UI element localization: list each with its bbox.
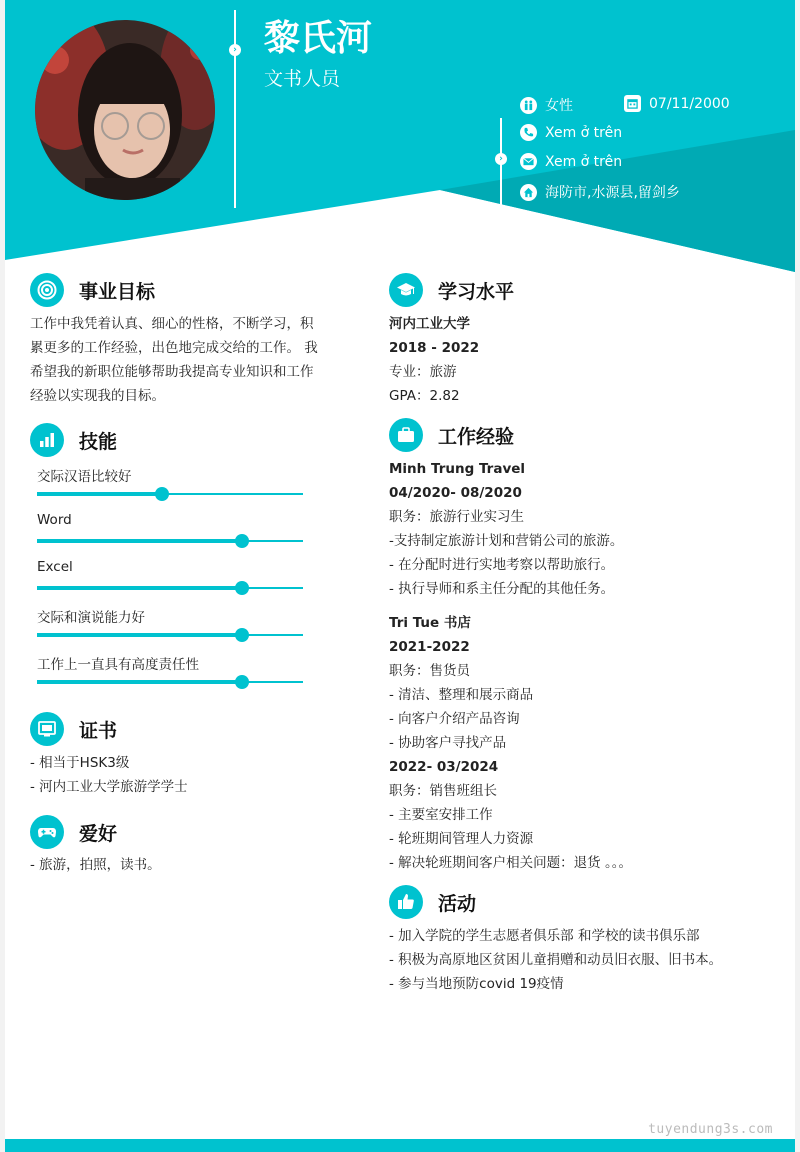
phone-icon [520,124,537,141]
address-value: 海防市,水源县,留剑乡 [545,185,680,201]
contact-phone [520,124,622,141]
chevron-right-icon: › [229,44,241,56]
job-duty: - 执行导师和系主任分配的其他任务。 [389,581,615,597]
job-duty: - 清洁、整理和展示商品 [389,687,534,703]
career-goal-text: 工作中我凭着认真、细心的性格，不断学习，积累更多的工作经验，出色地完成交给的工作。 我希望我的新职位能够帮助我提高专业知识和工作经验以实现我的目标。 [30,316,318,404]
certificate-icon [30,712,64,746]
career-goal-heading [30,273,155,307]
skill-name: 交际汉语比较好 [37,469,132,485]
job-period: 2022- 03/2024 [389,759,499,775]
job-role: 职务：销售班组长 [389,783,497,799]
skill-fill [37,633,242,637]
skills-heading [30,423,117,457]
job-duty: - 主要室安排工作 [389,807,493,823]
candidate-name: 黎氏河 [264,18,373,59]
birthday-value: 07/11/2000 [649,95,730,112]
skill-fill [37,492,162,496]
certificate-list [30,751,188,799]
skill-level-knob [235,675,249,689]
skill-name: Word [37,512,72,528]
job-role: 职务：售货员 [389,663,470,679]
target-icon [30,273,64,307]
chevron-right-icon: › [495,153,507,165]
hobbies-title: 爱好 [79,822,118,845]
calendar-icon [624,95,641,112]
experience-title: 工作经验 [438,425,515,448]
contact-address [520,182,680,202]
contact-email [520,153,622,170]
activity-item: - 积极为高原地区贫困儿童捐赠和动员旧衣服、旧书本。 [389,952,723,968]
skill-name: 工作上一直具有高度责任性 [37,657,199,673]
activity-item: - 参与当地预防covid 19疫情 [389,976,564,992]
header-divider [234,10,236,208]
envelope-icon [520,153,537,170]
thumbs-up-icon [389,885,423,919]
job-duty: - 轮班期间管理人力资源 [389,831,534,847]
certificate-item: - 河内工业大学旅游学学士 [30,779,188,795]
contact-birthday [624,95,730,112]
gamepad-icon [30,815,64,849]
career-goal-title: 事业目标 [79,280,156,303]
skill-item [37,512,303,559]
skill-item [37,606,303,653]
phone-value: Xem ở trên [545,124,623,141]
activities-title: 活动 [438,892,477,915]
skill-level-knob [155,487,169,501]
gender-icon [520,97,537,114]
skill-level-knob [235,534,249,548]
skill-fill [37,586,242,590]
gender-value: 女性 [545,98,573,114]
skill-name: Excel [37,559,73,575]
job-duty: -支持制定旅游计划和营销公司的旅游。 [389,533,624,549]
job-period: 2021-2022 [389,639,470,655]
activity-item: - 加入学院的学生志愿者俱乐部 和学校的读书俱乐部 [389,928,700,944]
bar-chart-icon [30,423,64,457]
job-duty: - 向客户介绍产品咨询 [389,711,520,727]
skills-title: 技能 [79,430,118,453]
school-name: 河内工业大学 [389,316,470,332]
job-duty: - 协助客户寻找产品 [389,735,507,751]
contact-gender [520,95,573,115]
hobbies-heading [30,815,117,849]
activities-heading [389,885,476,919]
skill-item [37,559,303,606]
page-edge-right [795,0,800,1152]
education-major: 专业：旅游 [389,364,457,380]
job-duty: - 在分配时进行实地考察以帮助旅行。 [389,557,615,573]
education-title: 学习水平 [438,280,515,303]
avatar [35,20,215,200]
certificates-title: 证书 [79,719,118,742]
skill-level-knob [235,581,249,595]
company-name: Tri Tue 书店 [389,615,471,631]
skill-name: 交际和演说能力好 [37,610,145,626]
certificate-item: - 相当于HSK3级 [30,755,130,771]
education-details [389,312,479,408]
job-role: 职务：旅游行业实习生 [389,509,524,525]
briefcase-icon [389,418,423,452]
experience-heading [389,418,514,452]
company-name: Minh Trung Travel [389,461,526,477]
job-period: 04/2020- 08/2020 [389,485,522,501]
home-icon [520,184,537,201]
email-value: Xem ở trên [545,153,623,170]
watermark: tuyendung3s.com [648,1122,773,1137]
education-gpa: GPA：2.82 [389,388,460,404]
certificates-heading [30,712,117,746]
skill-fill [37,680,242,684]
skill-level-knob [235,628,249,642]
hobbies-text [30,853,161,877]
experience-job-2 [389,611,632,875]
education-years: 2018 - 2022 [389,340,480,356]
skill-fill [37,539,242,543]
graduation-cap-icon [389,273,423,307]
hobby-item: - 旅游，拍照，读书。 [30,857,161,873]
job-duty: - 解决轮班期间客户相关问题：退货 。。。 [389,855,632,871]
experience-job-1 [389,457,623,601]
footer-bar [5,1139,795,1152]
education-heading [389,273,514,307]
job-title: 文书人员 [264,68,341,90]
skill-item [37,465,303,512]
skill-item [37,653,303,700]
activities-list [389,924,722,996]
